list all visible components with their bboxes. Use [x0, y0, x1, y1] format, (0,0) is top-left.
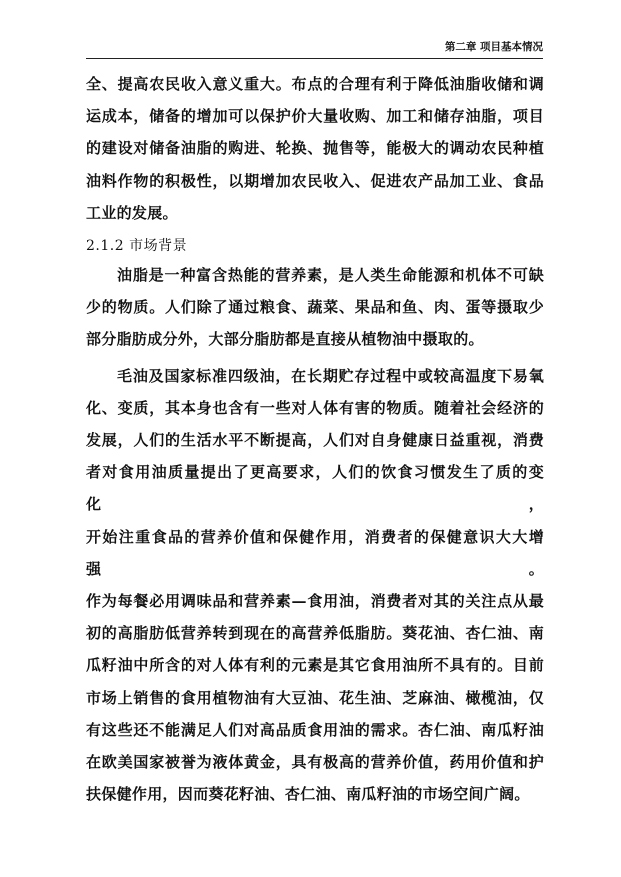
document-body: [86, 68, 544, 810]
text-line: 少的物质。人们除了通过粮食、蔬菜、果品和鱼、肉、蛋等摄取少: [86, 298, 544, 317]
chapter-title: 第二章 项目基本情况: [444, 41, 543, 53]
text-line: 运成本，储备的增加可以保护价大量收购、加工和储存油脂，项目: [86, 107, 544, 126]
text-line: 发展，人们的生活水平不断提高，人们对自身健康日益重视，消费: [86, 431, 544, 450]
text-line: 部分脂肪成分外，大部分脂肪都是直接从植物油中摄取的。: [86, 330, 484, 349]
text-line: 工业的发展。: [86, 203, 178, 222]
text-line: 市场上销售的食用植物油有大豆油、花生油、芝麻油、橄榄油，仅: [86, 688, 544, 707]
text-line: 在欧美国家被誉为液体黄金，具有极高的营养价值，药用价值和护: [86, 753, 544, 772]
text-line: 扶保健作用，因而葵花籽油、杏仁油、南瓜籽油的市场空间广阔。: [86, 785, 530, 804]
paragraph-3: [86, 360, 544, 811]
text-line: 初的高脂肪低营养转到现在的高营养低脂肪。葵花油、杏仁油、南: [86, 624, 544, 643]
text-line: 者对食用油质量提出了更高要求，人们的饮食习惯发生了质的变化，: [86, 463, 544, 514]
section-heading: 2.1.2 市场背景: [86, 238, 188, 255]
text-line: 油料作物的积极性，以期增加农民收入、促进农产品加工业、食品: [86, 171, 544, 190]
text-line: 瓜籽油中所含的对人体有利的元素是其它食用油所不具有的。目前: [86, 656, 544, 675]
text-line: 全、提高农民收入意义重大。布点的合理有利于降低油脂收储和调: [86, 75, 544, 93]
text-line: 毛油及国家标准四级油，在长期贮存过程中或较高温度下易氧: [117, 366, 544, 385]
text-line: 的建设对储备油脂的购进、轮换、抛售等，能极大的调动农民种植: [86, 139, 544, 158]
paragraph-2: [86, 259, 544, 356]
paragraph-1: [86, 68, 544, 229]
text-line: 作为每餐必用调味品和营养素—食用油，消费者对其的关注点从最: [86, 592, 544, 611]
text-line: 化、变质，其本身也含有一些对人体有害的物质。随着社会经济的: [86, 398, 544, 417]
text-line: 有这些还不能满足人们对高品质食用油的需求。杏仁油、南瓜籽油: [86, 720, 544, 739]
text-line: 油脂是一种富含热能的营养素，是人类生命能源和机体不可缺: [117, 266, 544, 285]
page-header: [86, 38, 543, 59]
text-line: 开始注重食品的营养价值和保健作用，消费者的保健意识大大增强。: [86, 527, 544, 578]
